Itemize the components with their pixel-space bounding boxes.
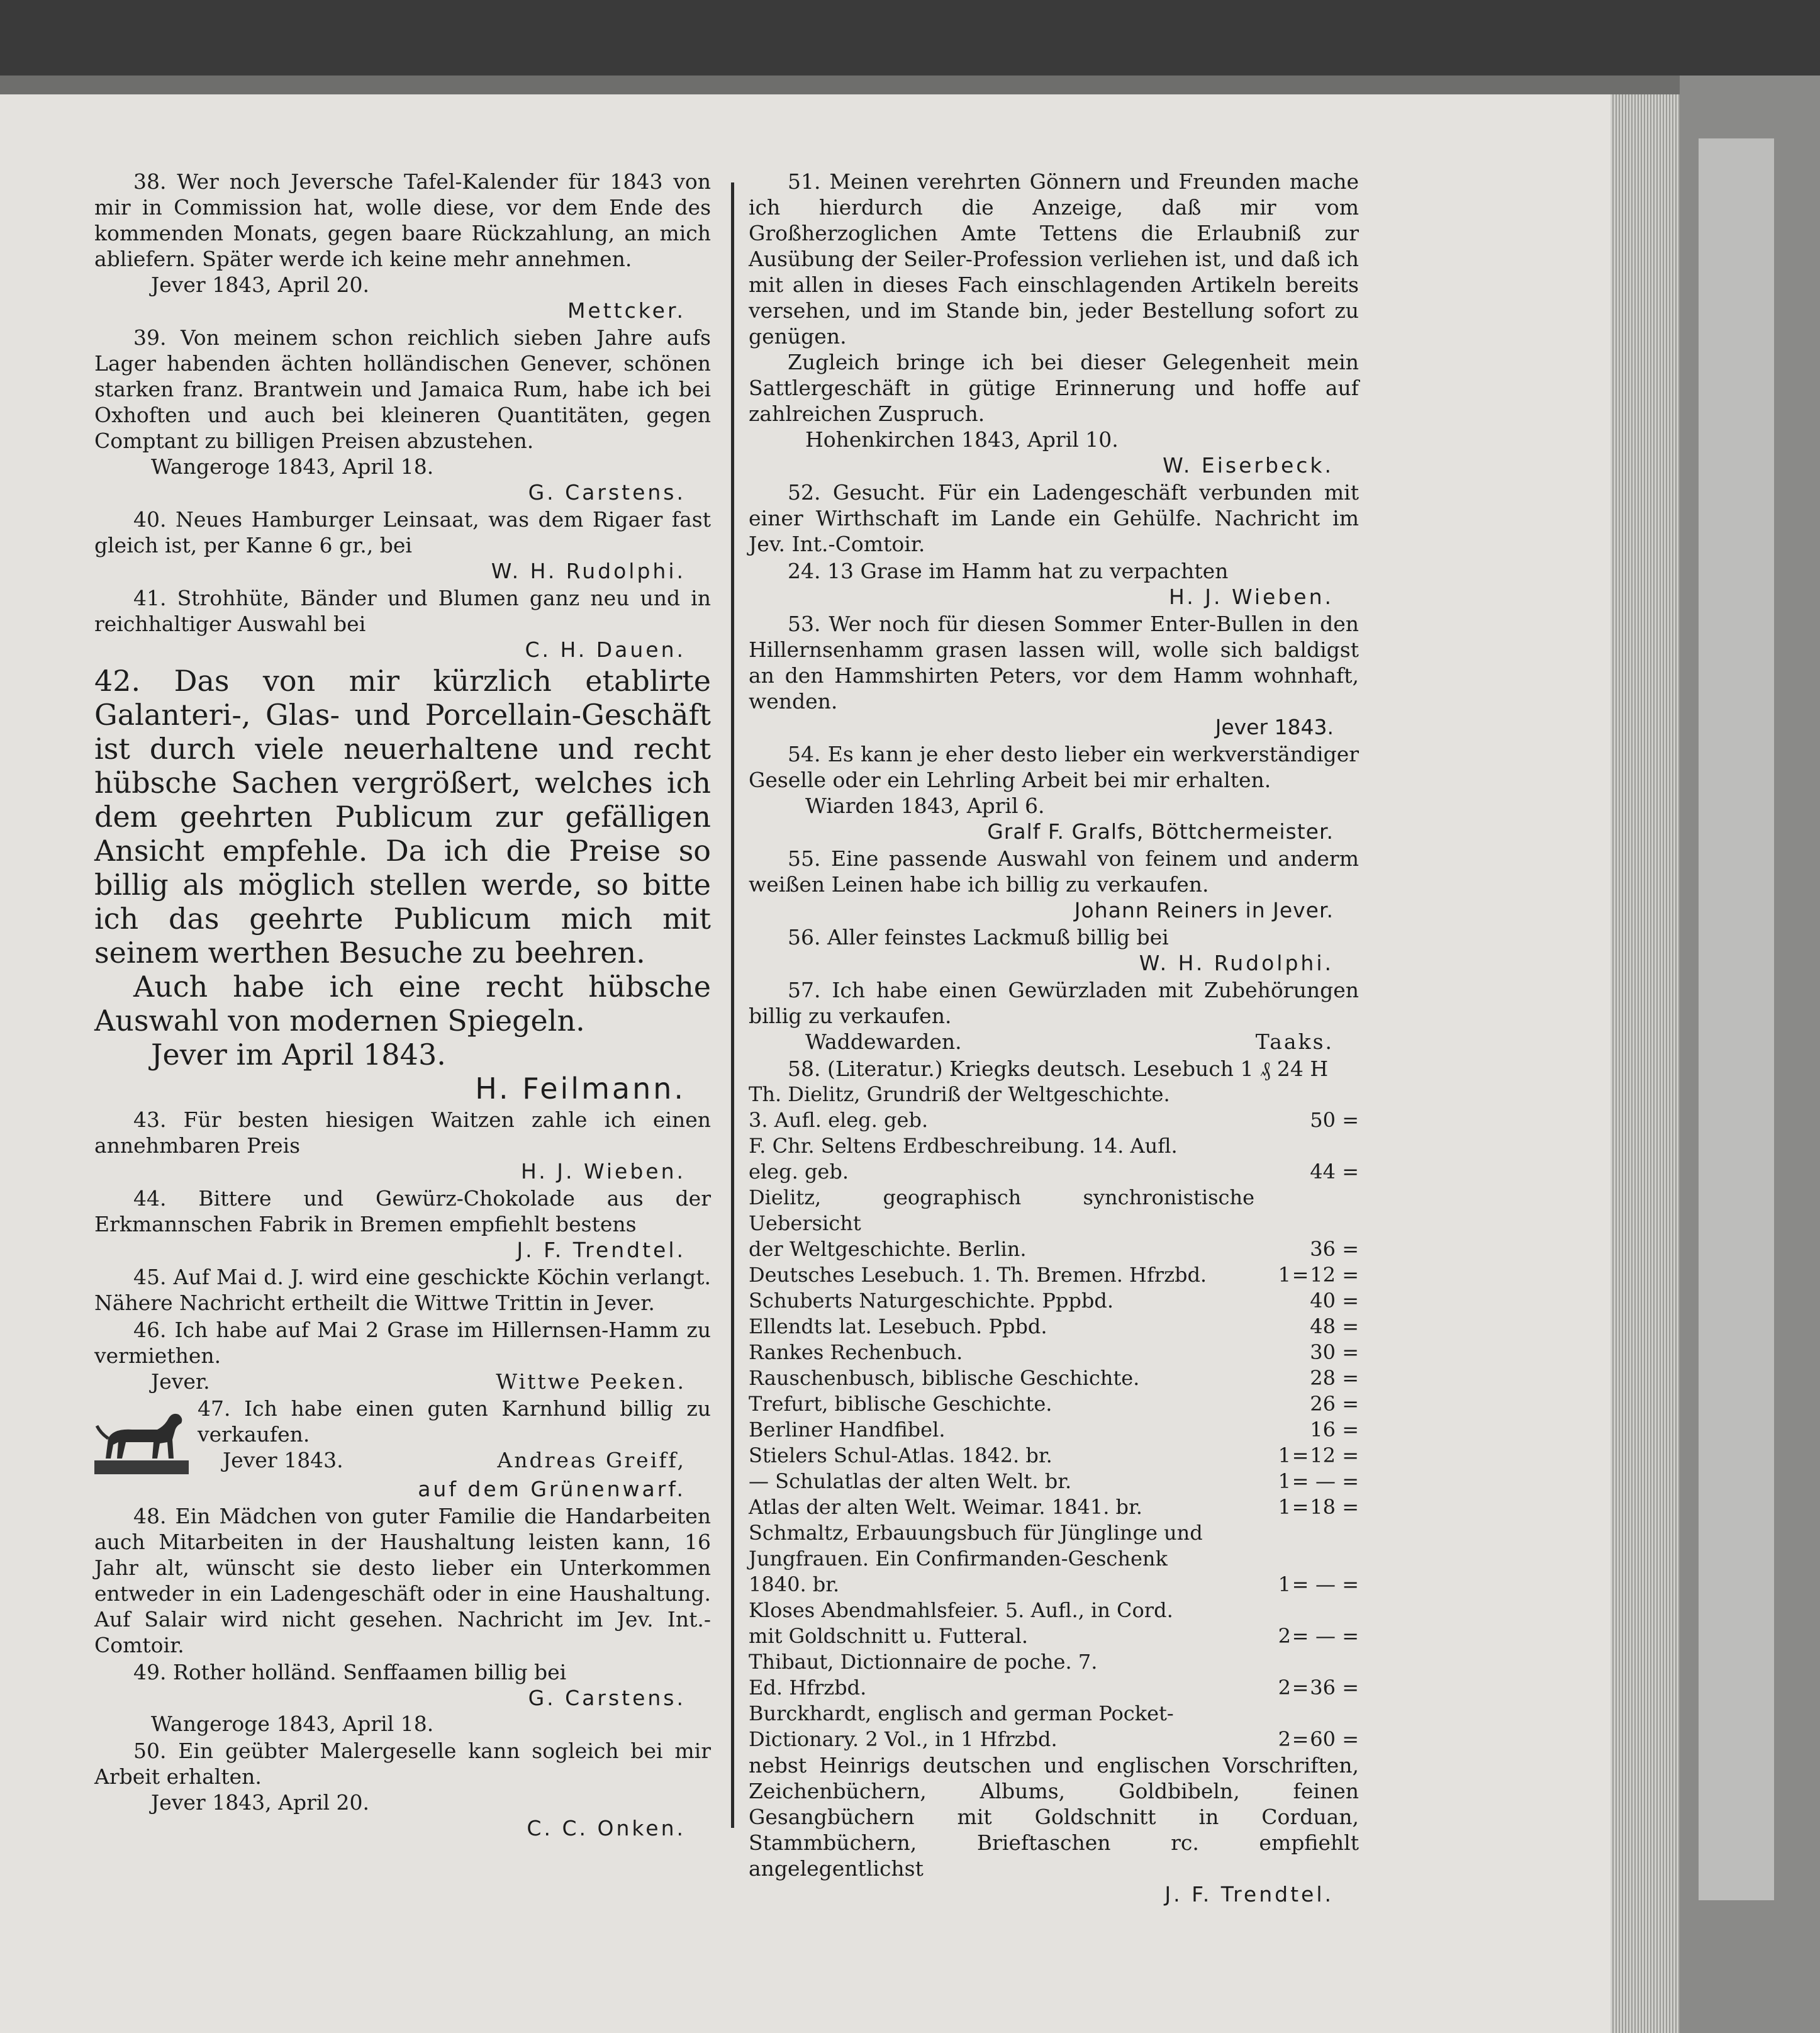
notice-signature: Gralf F. Gralfs, Böttchermeister. [987,819,1334,844]
price-grote: 48 = [1310,1314,1359,1338]
price-thaler [1254,1701,1291,1727]
notice-signature: Wittwe Peeken. [496,1369,686,1394]
book-title: Dielitz, geographisch synchronistische Uebersicht [749,1185,1254,1235]
price-thaler [1254,1520,1291,1546]
notice-text: 40. Neues Hamburger Leinsaat, was dem Rigaer fast gleich ist, per Kanne 6 gr., bei [94,507,711,557]
price-thaler [1254,1107,1291,1133]
book-list-row [749,1494,1359,1520]
notice-text: nebst Heinrigs deutschen und englischen Vorschriften, Zeichenbüchern, Albums, Goldbibeln, feinen Gesangbüchern mit Goldschnitt in Corduan, Stammbüchern, Brieftaschen rc. empfiehlt angelegentlichst [749,1753,1359,1881]
price-separator: = [1292,1572,1309,1596]
notice-date: Jever 1843, April 20. [151,272,369,297]
notice-signature: W. H. Rudolphi. [491,559,686,583]
notice-text-2: Auch habe ich eine recht hübsche Auswahl von modernen Spiegeln. [94,970,711,1038]
book-list-row [749,1236,1359,1262]
notice-signature: Johann Reiners in Jever. [1074,898,1334,922]
book-title: eleg. geb. [749,1160,849,1184]
notice-signature: C. H. Dauen. [525,637,686,662]
price-separator [1291,1520,1310,1546]
price-thaler: 1 [1278,1263,1291,1287]
price-grote: — = [1315,1624,1359,1648]
price-thaler: 1 [1278,1469,1291,1493]
notice-signature: H. J. Wieben. [1169,585,1334,609]
notice-text: 56. Aller feinstes Lackmuß billig bei [788,925,1169,949]
notice-signature: H. Feilmann. [475,1072,686,1106]
book-price-list [749,1082,1359,1752]
notice-51 [749,169,1359,478]
notice-heading: 58. (Literatur.) Kriegks deutsch. Lesebuch 1 ₰ 24 H [788,1056,1329,1081]
book-title: Rauschenbusch, biblische Geschichte. [749,1366,1140,1390]
notice-44 [94,1185,711,1263]
notice-24 [749,558,1359,610]
price-grote [1310,1598,1359,1623]
book-list-row [749,1340,1359,1365]
price-grote: 40 = [1310,1289,1359,1313]
notice-signature: G. Carstens. [528,480,686,505]
price-thaler: 2 [1278,1727,1291,1751]
price-separator [1291,1314,1310,1340]
notice-57 [749,977,1359,1055]
notice-45 [94,1264,711,1316]
price-thaler: 1 [1278,1443,1291,1467]
price-grote: 50 = [1310,1108,1359,1132]
notice-signature: W. H. Rudolphi. [1139,951,1334,975]
price-separator [1291,1340,1310,1365]
book-title: Schuberts Naturgeschichte. Pppbd. [749,1289,1114,1313]
notice-date: Wiarden 1843, April 6. [805,793,1045,818]
book-list-row [749,1623,1359,1649]
book-list-row [749,1107,1359,1133]
notice-date: Jever 1843, April 20. [151,1790,369,1815]
price-separator [1291,1236,1310,1262]
price-separator [1291,1082,1310,1107]
notice-53 [749,611,1359,740]
price-separator [1291,1185,1310,1236]
notice-signature: G. Carstens. [528,1686,686,1710]
notice-50 [94,1738,711,1841]
notice-signature: Taaks. [1255,1029,1334,1054]
book-list-row [749,1598,1359,1623]
notice-text: 47. Ich habe einen guten Karnhund billig zu verkaufen. [198,1396,711,1447]
price-separator [1291,1546,1310,1572]
book-title: F. Chr. Seltens Erdbeschreibung. 14. Aufl. [749,1134,1178,1158]
book-title: Stielers Schul-Atlas. 1842. br. [749,1443,1052,1467]
notice-46 [94,1317,711,1394]
price-grote [1310,1133,1359,1159]
book-title: 3. Aufl. eleg. geb. [749,1108,929,1132]
book-list-row [749,1701,1359,1727]
book-title: Schmaltz, Erbauungsbuch für Jünglinge und [749,1521,1203,1545]
price-grote: — = [1315,1469,1359,1493]
right-column [749,169,1359,1908]
price-thaler [1254,1649,1291,1675]
notice-58 [749,1056,1359,1907]
price-grote: 26 = [1310,1392,1359,1416]
price-separator: = [1292,1469,1309,1493]
notice-signature: J. F. Trendtel. [1164,1882,1334,1907]
book-cover-inner [1699,138,1774,1900]
notice-text: 39. Von meinem schon reichlich sieben Jahre aufs Lager habenden ächten holländischen Genever, schönen starken franz. Brantwein und Jamaica Rum, habe ich bei Oxhoften und auch bei kleineren Quantitäten, gegen Comptant zu billigen Preisen abzustehen. [94,325,711,453]
price-grote: 12 = [1310,1263,1359,1287]
notice-text: 42. Das von mir kürzlich etablirte Galanteri-, Glas- und Porcellain-Geschäft ist durch viele neuerhaltene und recht hübsche Sachen vergrößert, welches ich dem geehrten Publicum zur gefälligen Ansicht empfehle. Da ich die Preise so billig als möglich stellen werde, so bitte ich das geehrte Publicum mich mit seinem werthen Besuche zu beehren. [94,664,711,970]
notice-text: 57. Ich habe einen Gewürzladen mit Zubehörungen billig zu verkaufen. [749,978,1359,1028]
price-thaler [1254,1546,1291,1572]
notice-text: 52. Gesucht. Für ein Ladengeschäft verbunden mit einer Wirthschaft im Lande ein Gehülfe. Nachricht im Jev. Int.-Comtoir. [749,480,1359,556]
price-thaler [1254,1417,1291,1443]
notice-text: 50. Ein geübter Malergeselle kann sogleich bei mir Arbeit erhalten. [94,1739,711,1789]
notice-42 [94,664,711,1106]
book-title: Kloses Abendmahlsfeier. 5. Aufl., in Cord. [749,1598,1173,1622]
notice-signature: H. J. Wieben. [521,1159,686,1184]
left-column [94,169,711,1842]
price-thaler [1254,1598,1291,1623]
price-grote: 36 = [1310,1237,1359,1261]
price-grote: 60 = [1310,1727,1359,1751]
book-list-row [749,1417,1359,1443]
notice-54 [749,741,1359,844]
book-list-row [749,1675,1359,1701]
notice-date: Jever im April 1843. [151,1038,446,1072]
notice-text: 54. Es kann je eher desto lieber ein werkverständiger Geselle oder ein Lehrling Arbeit bei mir erhalten. [749,742,1359,792]
book-title: 1840. br. [749,1572,840,1596]
book-title: Ed. Hfrzbd. [749,1676,867,1700]
price-thaler [1254,1288,1291,1314]
book-list-row [749,1727,1359,1752]
price-separator [1291,1107,1310,1133]
book-title: Th. Dielitz, Grundriß der Weltgeschichte. [749,1082,1170,1106]
price-grote [1310,1546,1359,1572]
hunting-dog-icon [94,1401,189,1476]
book-title: Thibaut, Dictionnaire de poche. 7. [749,1650,1098,1674]
price-thaler [1254,1391,1291,1417]
notice-text: 46. Ich habe auf Mai 2 Grase im Hillernsen-Hamm zu vermiethen. [94,1318,711,1368]
price-separator [1291,1288,1310,1314]
notice-date: Jever 1843. [1215,715,1334,739]
page-stack-edge [1611,94,1680,2033]
notice-signature-2: auf dem Grünenwarf. [418,1477,686,1501]
book-list-row [749,1133,1359,1159]
notice-date: Wangeroge 1843, April 18. [151,1711,434,1736]
notice-text: 44. Bittere und Gewürz-Chokolade aus der Erkmannschen Fabrik in Bremen empfiehlt bestens [94,1186,711,1236]
price-separator [1291,1133,1310,1159]
book-title: Dictionary. 2 Vol., in 1 Hfrzbd. [749,1727,1058,1751]
notice-48 [94,1503,711,1658]
notice-date: Wangeroge 1843, April 18. [151,454,434,479]
book-list-row [749,1185,1359,1236]
notice-text: 48. Ein Mädchen von guter Familie die Handarbeiten auch Mitarbeiten in der Haushaltung leisten kann, 16 Jahr alt, wünscht sie desto lieber ein Unterkommen entweder in ein Ladengeschäft oder in eine Haushaltung. Auf Salair wird nicht gesehen. Nachricht im Jev. Int.-Comtoir. [94,1504,711,1657]
book-title: Burckhardt, englisch and german Pocket- [749,1701,1174,1725]
book-list-row [749,1546,1359,1572]
price-thaler [1254,1159,1291,1185]
book-list-row [749,1288,1359,1314]
price-thaler: 1 [1278,1495,1291,1519]
book-list-row [749,1469,1359,1494]
book-list-row [749,1572,1359,1598]
price-thaler [1254,1133,1291,1159]
book-title: Ellendts lat. Lesebuch. Ppbd. [749,1314,1047,1338]
notice-text: 24. 13 Grase im Hamm hat zu verpachten [788,559,1229,583]
notice-38 [94,169,711,323]
notice-47 [94,1396,711,1502]
notice-date: Jever 1843. [223,1448,343,1472]
price-grote: — = [1315,1572,1359,1596]
price-grote [1310,1649,1359,1675]
book-title: — Schulatlas der alten Welt. br. [749,1469,1072,1493]
notice-signature: J. F. Trendtel. [516,1238,686,1262]
price-thaler: 2 [1278,1676,1291,1700]
book-list-row [749,1365,1359,1391]
notice-39 [94,325,711,505]
notice-52 [749,479,1359,557]
price-separator [1291,1598,1310,1623]
notice-footer [198,1447,711,1473]
notice-footer [749,1029,1359,1055]
price-thaler [1254,1082,1291,1107]
notice-footer [94,1369,711,1394]
notice-text: 41. Strohhüte, Bänder und Blumen ganz neu und in reichhaltiger Auswahl bei [94,586,711,636]
book-list-row [749,1262,1359,1288]
book-list-row [749,1159,1359,1185]
book-title: mit Goldschnitt u. Futteral. [749,1624,1029,1648]
price-separator: = [1292,1495,1309,1519]
book-title: Berliner Handfibel. [749,1418,946,1442]
notice-text: 51. Meinen verehrten Gönnern und Freunden mache ich hierdurch die Anzeige, daß mir vom Großherzoglichen Amte Tettens die Erlaubniß zur Ausübung der Seiler-Profession verliehen ist, und daß ich mit allen in dieses Fach einschlagenden Artikeln bereits versehen, und im Stande bin, jeder Bestellung sofort zu genügen. [749,169,1359,349]
price-grote [1310,1082,1359,1107]
price-grote [1310,1185,1359,1236]
price-thaler: 2 [1278,1624,1291,1648]
price-thaler [1254,1340,1291,1365]
notice-date: Waddewarden. [805,1029,962,1054]
book-list-row [749,1314,1359,1340]
notice-text: 45. Auf Mai d. J. wird eine geschickte Köchin verlangt. Nähere Nachricht ertheilt die Wittwe Trittin in Jever. [94,1265,711,1315]
book-title: Rankes Rechenbuch. [749,1340,963,1364]
book-title: Trefurt, biblische Geschichte. [749,1392,1052,1416]
notice-49 [94,1659,711,1737]
price-grote: 18 = [1310,1495,1359,1519]
price-grote: 30 = [1310,1340,1359,1364]
book-list-row [749,1520,1359,1546]
notice-56 [749,924,1359,976]
notice-text: 38. Wer noch Jeversche Tafel-Kalender für 1843 von mir in Commission hat, wolle diese, vor dem Ende des kommenden Monats, gegen baare Rückzahlung, an mich abliefern. Später werde ich keine mehr annehmen. [94,169,711,271]
price-separator: = [1292,1676,1309,1700]
price-grote: 16 = [1310,1418,1359,1442]
book-list-row [749,1649,1359,1675]
notice-text: 49. Rother holländ. Senffaamen billig bei [133,1660,567,1684]
price-thaler: 1 [1278,1572,1291,1596]
price-separator: = [1292,1263,1309,1287]
price-thaler [1254,1236,1291,1262]
notice-text: 53. Wer noch für diesen Sommer Enter-Bullen in den Hillernsenhamm grasen lassen will, wolle sich baldigst an den Hammshirten Peters, vor dem Hamm wohnhaft, wenden. [749,612,1359,714]
price-separator [1291,1417,1310,1443]
notice-signature: Mettcker. [567,298,686,323]
notice-55 [749,846,1359,923]
price-thaler [1254,1314,1291,1340]
book-list-row [749,1082,1359,1107]
notice-text-2: Zugleich bringe ich bei dieser Gelegenheit mein Sattlergeschäft in gütige Erinnerung und hoffe auf zahlreichen Zuspruch. [749,350,1359,426]
notice-date: Hohenkirchen 1843, April 10. [805,427,1119,452]
notice-41 [94,585,711,663]
book-list-row [749,1391,1359,1417]
notice-signature: Andreas Greiff, [497,1448,686,1472]
book-list-row [749,1443,1359,1469]
price-grote: 36 = [1310,1676,1359,1700]
price-thaler [1254,1365,1291,1391]
price-grote: 12 = [1310,1443,1359,1467]
notice-date: Jever. [151,1369,210,1394]
price-grote [1310,1701,1359,1727]
notice-signature: C. C. Onken. [527,1816,686,1840]
price-thaler [1254,1185,1291,1236]
price-grote [1310,1520,1359,1546]
price-separator: = [1292,1624,1309,1648]
book-title: Jungfrauen. Ein Confirmanden-Geschenk [749,1547,1168,1571]
price-separator [1291,1159,1310,1185]
price-separator: = [1292,1727,1309,1751]
notice-signature: W. Eiserbeck. [1163,453,1334,478]
column-divider [731,182,734,1828]
book-title: der Weltgeschichte. Berlin. [749,1237,1027,1261]
notice-40 [94,507,711,584]
price-separator [1291,1649,1310,1675]
price-separator [1291,1365,1310,1391]
notice-text: 55. Eine passende Auswahl von feinem und anderm weißen Leinen habe ich billig zu verkaufen. [749,846,1359,897]
price-grote: 44 = [1310,1160,1359,1184]
price-separator [1291,1701,1310,1727]
book-title: Atlas der alten Welt. Weimar. 1841. br. [749,1495,1142,1519]
price-separator: = [1292,1443,1309,1467]
book-title: Deutsches Lesebuch. 1. Th. Bremen. Hfrzbd. [749,1263,1207,1287]
notice-43 [94,1107,711,1184]
price-separator [1291,1391,1310,1417]
price-grote: 28 = [1310,1366,1359,1390]
notice-text: 43. Für besten hiesigen Waitzen zahle ich einen annehmbaren Preis [94,1107,711,1158]
